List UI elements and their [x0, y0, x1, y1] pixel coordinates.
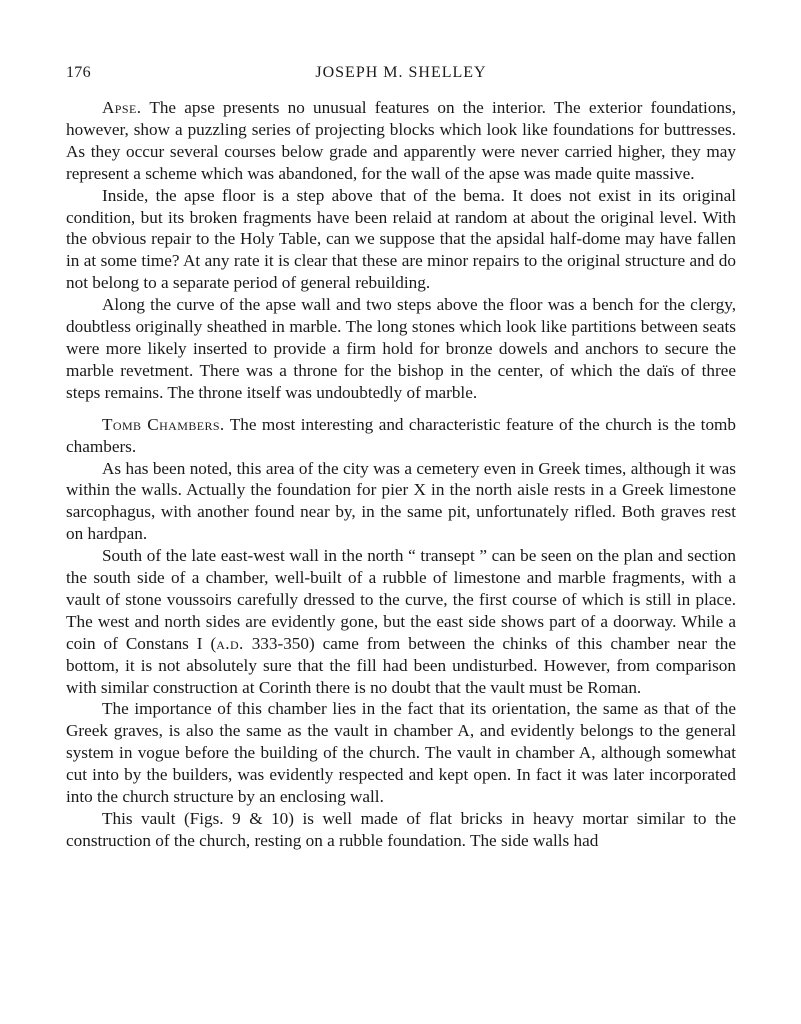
section-heading-apse: Apse.: [102, 98, 142, 117]
page-number: 176: [66, 64, 91, 81]
page: [66, 58, 736, 852]
era-abbreviation: a.d.: [216, 633, 244, 653]
paragraph-vault: This vault (Figs. 9 & 10) is well made of flat bricks in heavy mortar similar to the construction of the church, resting on a rubble foundation. The side walls had: [66, 809, 736, 850]
running-title: JOSEPH M. SHELLEY: [315, 64, 487, 81]
section-heading-tomb-chambers: Tomb Chambers.: [102, 414, 225, 434]
paragraph-text: The apse presents no unusual features on the interior. The exterior foundations, however, show a puzzling series of projecting blocks which look like foundations for buttresses. As they occur several courses below grade and apparently were never carried higher, they may represent a scheme which was abandoned, for the wall of the apse was made quite massive.: [66, 98, 736, 183]
running-head: [66, 58, 736, 86]
paragraph-text: 333-350) came from between the chinks of this chamber near the bottom, it is not absolutely sure that the fill had been undisturbed. However, from comparison with similar construction at Corinth there is no doubt that the vault must be Roman.: [66, 633, 736, 697]
paragraph-text: The most interesting and characteristic feature of the church is the tomb chambers.: [66, 414, 736, 456]
paragraph-chamber-importance: The importance of this chamber lies in the fact that its orientation, the same as that of the Greek graves, is also the same as the vault in chamber A, and evidently belongs to the general system in vogue before the building of the church. The vault in chamber A, although somewhat cut into by the builders, was evidently respected and kept open. In fact it was later incorporated into the church structure by an enclosing wall.: [66, 699, 736, 807]
body-text: [66, 97, 736, 852]
paragraph-tomb-chambers: [66, 414, 736, 458]
paragraph-text: South of the late east-west wall in the north “ transept ” can be seen on the plan and section the south side of a chamber, well-built of a rubble of limestone and marble fragments, with a vault of stone voussoirs carefully dressed to the curve, the first course of which is still in place. The west and north sides are evidently gone, but the east side shows part of a doorway. While a coin of Constans I (: [66, 546, 736, 653]
paragraph-transept-chamber: [66, 545, 736, 698]
paragraph-apse-floor: Inside, the apse floor is a step above that of the bema. It does not exist in its original condition, but its broken fragments have been relaid at random at about the original level. With the obvious repair to the Holy Table, can we suppose that the apsidal half-dome may have fallen in at some time? At any rate it is clear that these are minor repairs to the original structure and do not belong to a separate period of general rebuilding.: [66, 185, 736, 293]
paragraph-apse: [66, 97, 736, 185]
paragraph-apse-bench: Along the curve of the apse wall and two steps above the floor was a bench for the clergy, doubtless originally sheathed in marble. The long stones which look like partitions between seats were more likely inserted to provide a firm hold for bronze dowels and anchors to secure the marble revetment. There was a throne for the bishop in the center, of which the daïs of three steps remains. The throne itself was undoubtedly of marble.: [66, 295, 736, 402]
paragraph-cemetery: As has been noted, this area of the city was a cemetery even in Greek times, although it was within the walls. Actually the foundation for pier X in the north aisle rests in a Greek limestone sarcophagus, with another found near by, in the same pit, unfortunately rifled. Both graves rest on hardpan.: [66, 458, 736, 544]
